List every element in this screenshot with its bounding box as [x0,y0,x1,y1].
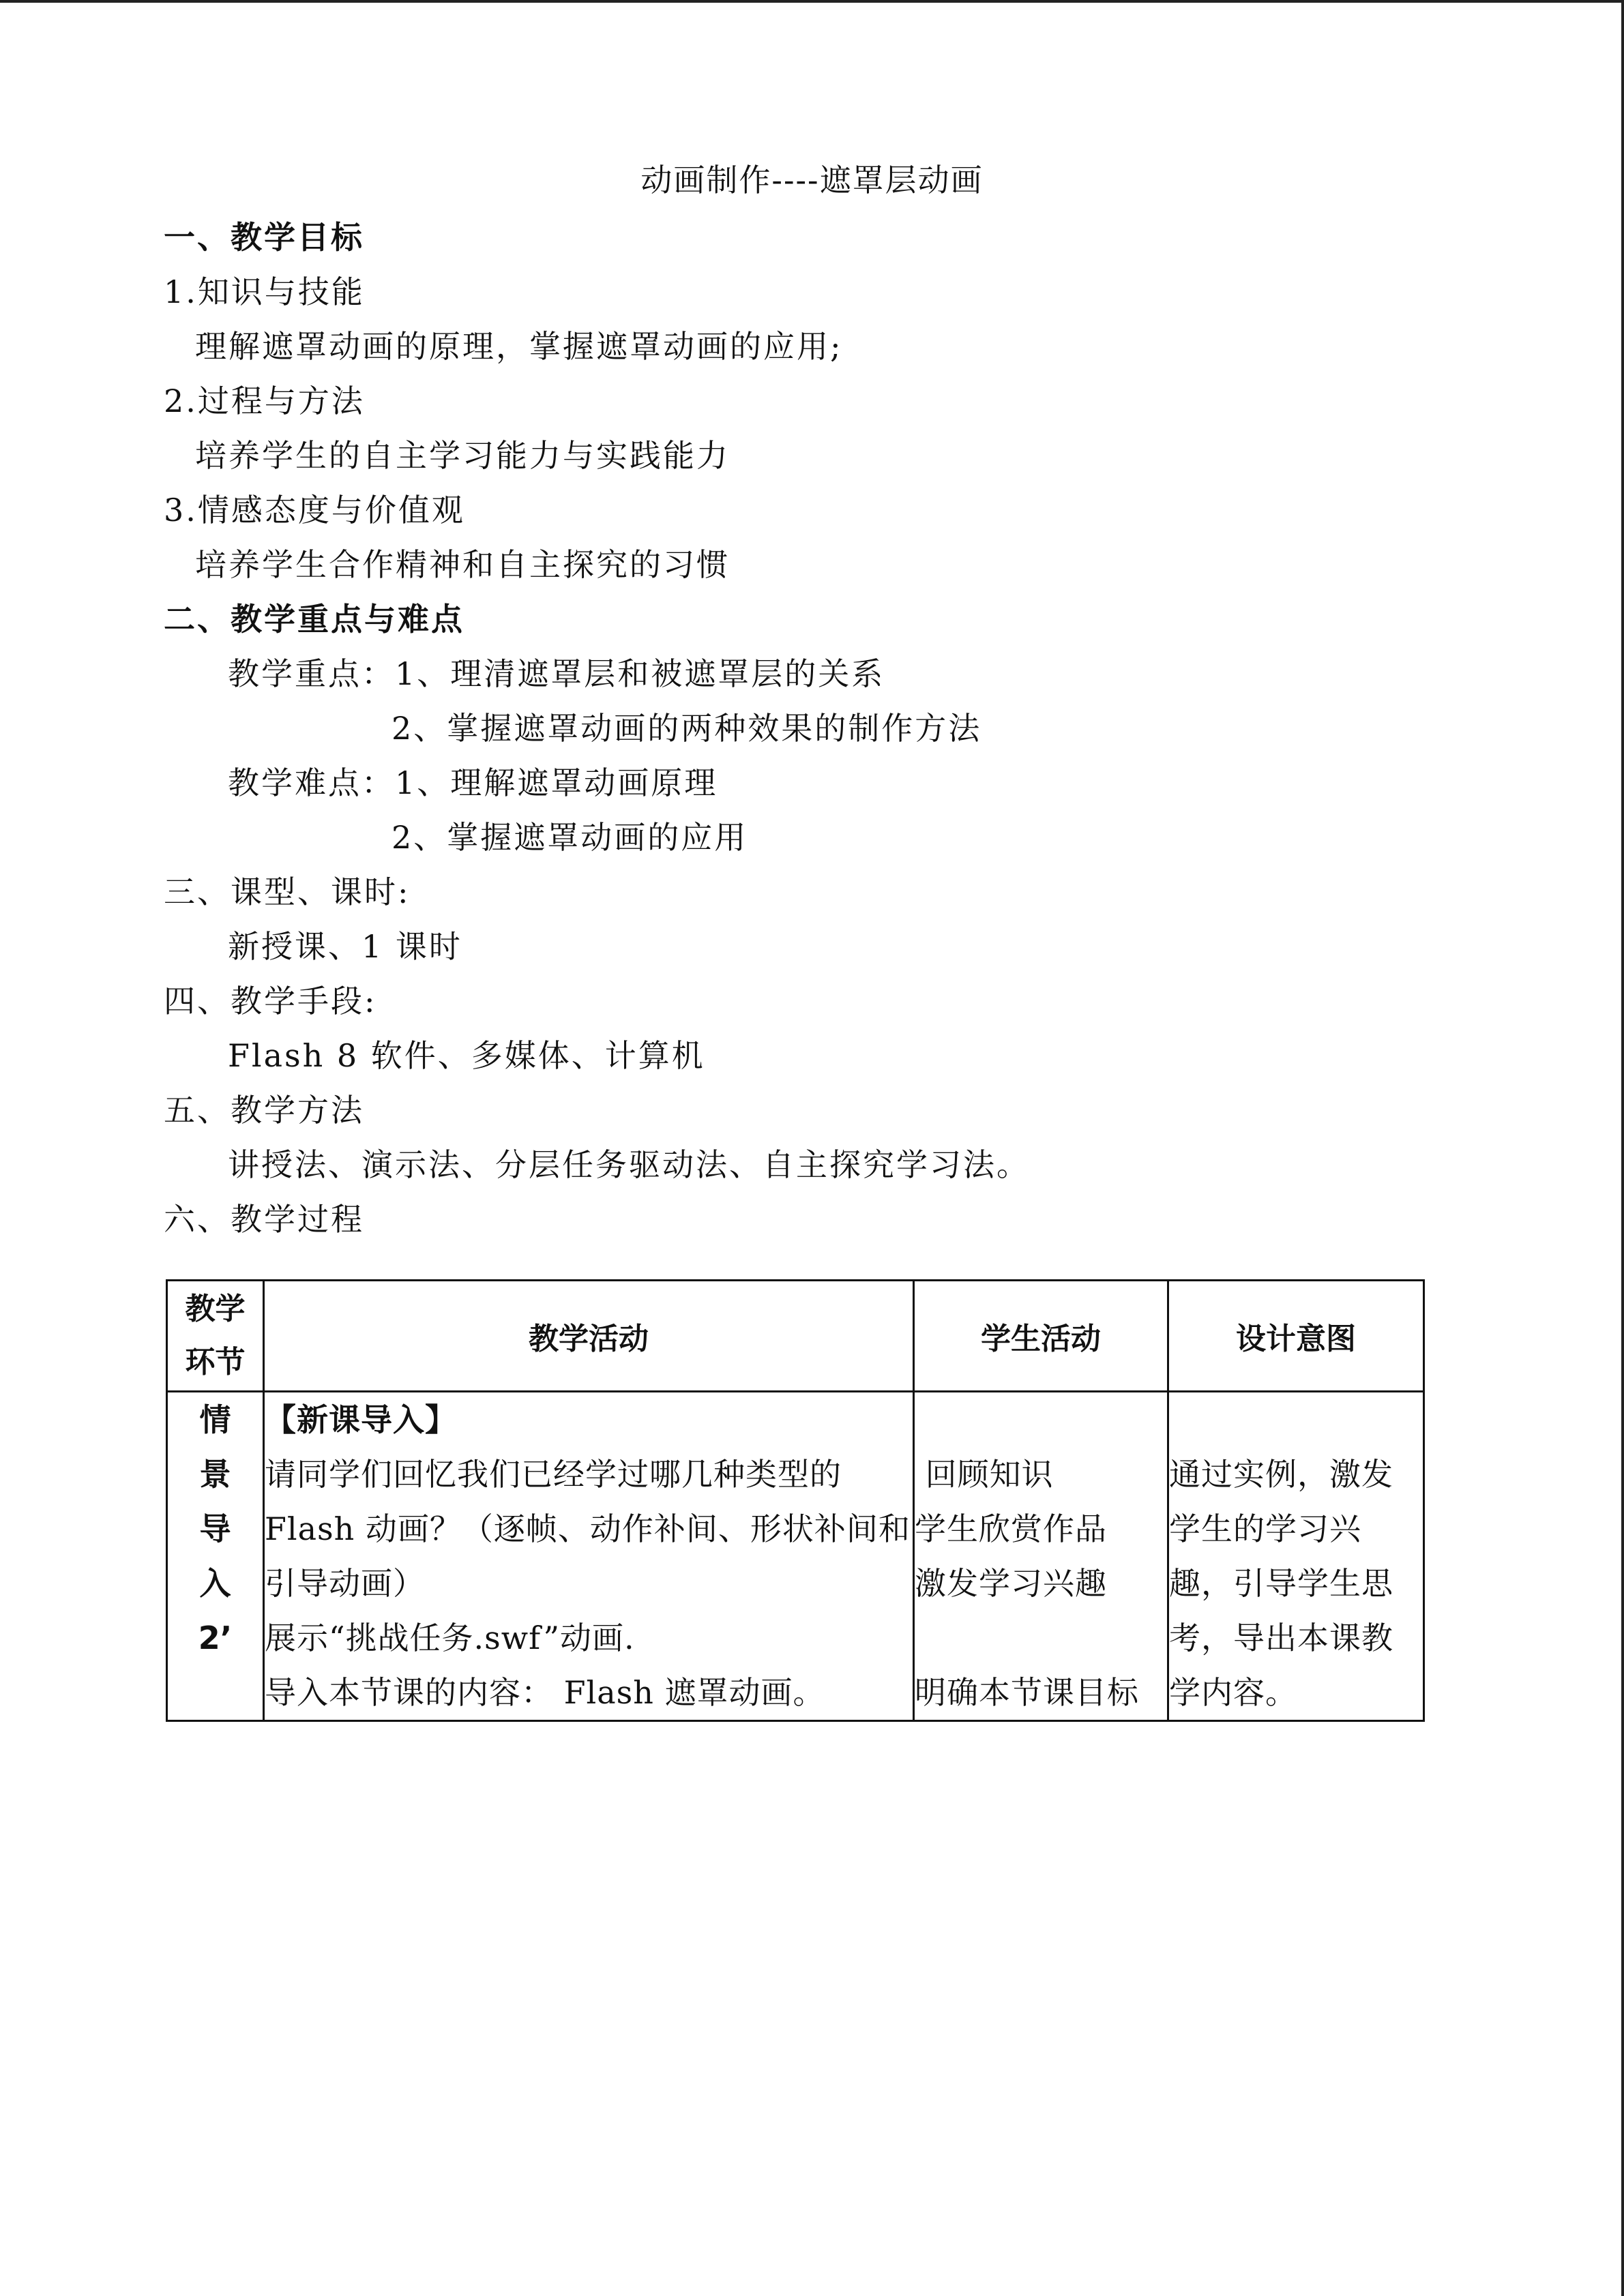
document-title: 动画制作----遮罩层动画 [640,162,984,198]
stage-char: 导 [199,1510,231,1547]
student-line: 激发学习兴趣 [915,1565,1107,1602]
page-border-right [1621,0,1624,2296]
activity-line: 引导动画） [265,1565,425,1602]
intent-line: 学内容。 [1169,1674,1297,1711]
stage-char: 入 [199,1565,231,1602]
header-stage-line-1: 教学 [185,1292,246,1326]
section-4-heading: 四、教学手段: [164,983,377,1019]
student-line: 回顾知识 [915,1456,1054,1493]
activity-line: 请同学们回忆我们已经学过哪几种类型的 [265,1456,842,1493]
intent-line: 通过实例，激发 [1169,1456,1393,1493]
section-6-heading: 六、教学过程 [164,1201,364,1238]
intent-line: 学生的学习兴 [1169,1510,1361,1547]
activity-line: 导入本节课的内容： Flash 遮罩动画。 [265,1674,825,1711]
section-1-item-3: 3.情感态度与价值观 [164,492,465,528]
design-intent-cell [1168,1392,1424,1721]
intent-line: 考，导出本课教 [1169,1620,1393,1656]
key-points-line-2: 2、掌握遮罩动画的两种效果的制作方法 [392,710,982,747]
section-5-text: 讲授法、演示法、分层任务驱动法、自主探究学习法。 [228,1146,1030,1183]
section-2-heading: 二、教学重点与难点 [164,601,464,638]
header-stage [167,1281,264,1392]
section-1-item-3-text: 培养学生合作精神和自主探究的习惯 [195,546,730,583]
header-teaching-activity: 教学活动 [264,1281,914,1392]
section-1-item-1: 1.知识与技能 [164,273,365,310]
section-3-text: 新授课、1 课时 [228,928,462,965]
section-5-heading: 五、教学方法 [164,1092,364,1129]
section-1-item-1-text: 理解遮罩动画的原理，掌握遮罩动画的应用; [195,328,843,365]
section-3-heading: 三、课型、课时: [164,874,411,910]
stage-cell [167,1392,264,1721]
teaching-activity-cell [264,1392,914,1721]
stage-duration: 2’ [198,1620,233,1656]
student-line [915,1611,1167,1665]
section-1-heading: 一、教学目标 [164,219,364,256]
header-design-intent: 设计意图 [1168,1281,1424,1392]
section-1-item-2-text: 培养学生的自主学习能力与实践能力 [195,437,730,474]
table-header-row [167,1281,1424,1392]
header-stage-line-2: 环节 [185,1345,246,1380]
activity-line: 展示“挑战任务.swf”动画. [265,1620,635,1656]
page-border-top [0,0,1624,3]
teaching-process-table [166,1279,1425,1722]
activity-line: Flash 动画？（逐帧、动作补间、形状补间和 [265,1510,911,1547]
student-line: 学生欣赏作品 [915,1510,1107,1547]
section-1-item-2: 2.过程与方法 [164,383,365,419]
section-4-text: Flash 8 软件、多媒体、计算机 [228,1037,705,1074]
stage-char: 景 [199,1456,231,1493]
table-row [167,1392,1424,1721]
intent-line: 趣，引导学生思 [1169,1565,1393,1602]
difficulties-line-2: 2、掌握遮罩动画的应用 [392,819,748,856]
student-activity-cell [914,1392,1168,1721]
key-points-line-1: 教学重点：1、理清遮罩层和被遮罩层的关系 [228,655,885,692]
stage-char: 情 [199,1401,231,1438]
student-line: 明确本节课目标 [915,1674,1139,1711]
activity-title: 【新课导入】 [265,1401,457,1438]
difficulties-line-1: 教学难点：1、理解遮罩动画原理 [228,764,718,801]
header-student-activity: 学生活动 [914,1281,1168,1392]
